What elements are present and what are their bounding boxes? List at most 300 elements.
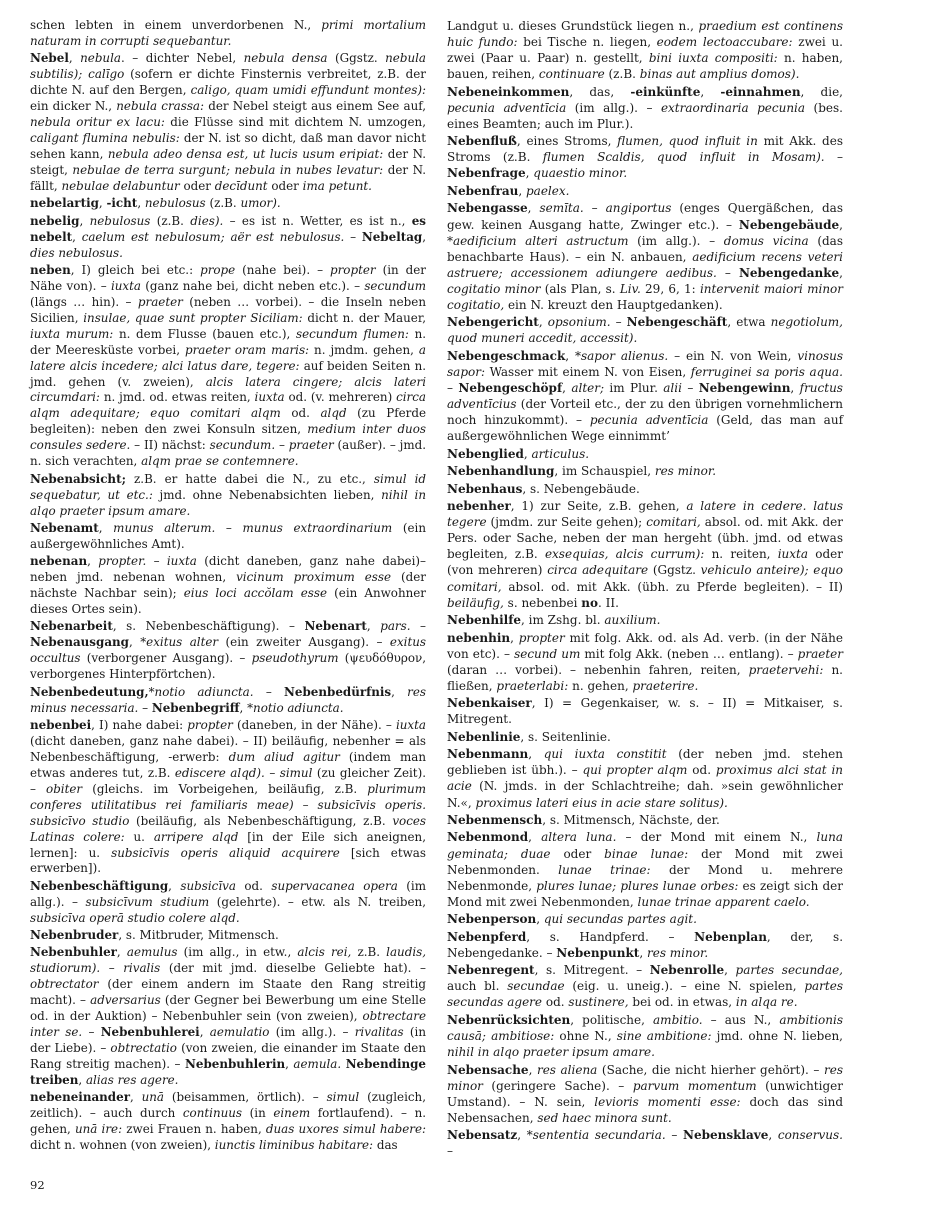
latin-phrase: a latere in cedere. latus tegere: [447, 499, 843, 530]
entry-text: absol. od. mit Akk. der Pers. oder Sache, neben der man hergeht (übh. jmd. od etwas begleiten, z.B.: [447, 515, 843, 562]
headword: nebenan: [30, 554, 88, 569]
entry-text: –: [138, 700, 152, 715]
latin-phrase: ambitionis causā; ambitiose:: [447, 1012, 843, 1043]
entry-text: (im allg., in etw.,: [177, 945, 298, 960]
entry-text: ,: [78, 1073, 86, 1088]
dictionary-entry: [447, 348, 843, 444]
entry-text: n. haben, bauen, reihen,: [447, 51, 843, 82]
latin-phrase: sustinere,: [568, 995, 629, 1010]
entry-text: (dicht daneben, ganz nahe dabei). – II) beiläufig, nebenher = als Nebenbeschäftigung, -erwerb:: [30, 733, 426, 764]
entry-text: . II.: [597, 595, 619, 610]
entry-text: ,: [700, 84, 721, 99]
latin-phrase: dum aliud agitur: [228, 749, 340, 764]
latin-phrase: rivalitas: [354, 1025, 404, 1040]
entry-text: (ein zweiter Ausgang). –: [218, 635, 390, 650]
entry-text: (im allg.). –: [628, 233, 724, 248]
entry-text: od.: [687, 763, 716, 778]
entry-text: , eines Stroms,: [516, 134, 618, 149]
entry-text: bei Tische n. liegen,: [517, 35, 657, 50]
entry-text: – es ist n. Wetter, es ist n.,: [223, 213, 412, 228]
latin-phrase: qui secundas partes agit.: [543, 912, 697, 927]
entry-text: . – dichter Nebel,: [120, 51, 244, 66]
latin-phrase: plurimum conferes utilitatibus rei familiaris meae) – subsicīvis operis. subsicīvo studio: [30, 781, 426, 828]
latin-phrase: rivalis: [123, 961, 161, 976]
headword: -einkünfte: [630, 84, 701, 99]
dictionary-entry: [447, 829, 843, 909]
latin-phrase: res aliena: [536, 1062, 598, 1077]
dictionary-entry: [447, 1012, 843, 1060]
headword: Nebenarbeit: [30, 619, 113, 634]
latin-phrase: propter: [330, 262, 376, 277]
headword: Nebenbuhler: [30, 945, 117, 960]
dictionary-entry: [447, 630, 843, 694]
dictionary-entry: [30, 51, 426, 195]
latin-phrase: levioris momenti esse:: [594, 1094, 741, 1109]
entry-text: Landgut u. dieses Grundstück liegen n.,: [447, 19, 699, 33]
entry-text: oder: [267, 178, 303, 193]
latin-phrase: extraordinaria pecunia: [660, 100, 806, 115]
dictionary-entry: [447, 1062, 843, 1126]
entry-text: ,: [527, 201, 540, 216]
headword: Nebenmond: [447, 830, 529, 845]
entry-text: –: [264, 765, 280, 780]
entry-text: (zu Pferde begleiten): neben den zwei Konsuln sitzen,: [30, 406, 426, 437]
entry-text: 29, 6, 1:: [640, 281, 700, 296]
latin-phrase: secundum: [364, 278, 426, 293]
latin-phrase: alii: [663, 381, 682, 396]
entry-text: – der Mond mit einem N.,: [616, 830, 817, 845]
dictionary-entry: [30, 554, 426, 618]
latin-phrase: medium inter duos consules sedere.: [30, 422, 426, 453]
latin-phrase: partes secundas agere: [447, 979, 843, 1010]
latin-phrase: ferruginei sa poris aqua.: [690, 364, 843, 379]
entry-text: (als Plan, s.: [540, 281, 620, 296]
entry-text: , die,: [800, 84, 843, 99]
latin-phrase: aemulatio: [209, 1025, 270, 1040]
entry-text: (z.B.: [604, 67, 640, 82]
latin-phrase: comitari,: [646, 515, 701, 530]
entry-text: ,: [98, 196, 107, 211]
latin-phrase: paelex.: [525, 183, 570, 198]
entry-text: der N. ist so dicht, daß man davor nicht sehen kann,: [30, 131, 426, 162]
entry-text: –: [82, 1025, 101, 1040]
entry-text: ,: [768, 1128, 778, 1143]
dictionary-entry: [447, 911, 843, 927]
entry-text: ohne N.,: [554, 1028, 617, 1043]
dictionary-entry: [447, 498, 843, 611]
headword: Nebenmensch: [447, 813, 543, 827]
entry-text: mit folg Akk. (neben … entlang). –: [580, 646, 798, 661]
entry-text: n. gehen,: [568, 678, 633, 693]
latin-phrase: iuxta: [395, 717, 426, 732]
entry-text: n. jmd. od. etwas reiten,: [99, 390, 255, 405]
entry-text: , I) nahe dabei:: [91, 717, 188, 732]
latin-phrase: nebulae de terra surgunt; nebula in nubes levatur:: [72, 162, 384, 177]
entry-text: der Mond u. mehrere Nebenmonde,: [447, 862, 843, 893]
dictionary-entry: [30, 263, 426, 470]
entry-text: , im Schauspiel,: [554, 464, 655, 479]
latin-phrase: ediscere alqd).: [174, 765, 265, 780]
entry-text: [in der Eile sich aneignen, lernen]: u.: [30, 829, 426, 860]
latin-phrase: nebulosus: [89, 213, 151, 228]
entry-text: , I) gleich bei etc.:: [70, 262, 201, 277]
entry-text: (im allg.). –: [566, 100, 661, 115]
entry-text: (der Vorteil etc., der zu den übrigen vornehmlichern noch hinzukommt). –: [447, 397, 843, 428]
entry-text: auch bl.: [447, 979, 508, 994]
dictionary-entry: [447, 962, 843, 1010]
entry-text: ,: [562, 381, 572, 396]
dictionary-entry: [30, 196, 426, 212]
page-number: 92: [30, 1178, 45, 1192]
entry-text: ,: [724, 963, 736, 978]
latin-phrase: caligo, quam umidi effundunt montes):: [190, 83, 426, 98]
dictionary-entry: [447, 84, 843, 132]
latin-phrase: in alqa re.: [735, 995, 798, 1010]
entry-text: , das,: [569, 84, 631, 99]
latin-phrase: alcis rei,: [297, 945, 352, 960]
entry-text: z.B. er hatte dabei die N., zu etc.,: [125, 471, 374, 486]
latin-phrase: obiter: [46, 781, 83, 796]
entry-text: (ein außergewöhnliches Amt).: [30, 520, 426, 551]
entry-text: ein dicker N.,: [30, 99, 117, 114]
latin-phrase: auxilium.: [604, 613, 661, 628]
latin-phrase: vinosus sapor:: [447, 348, 843, 379]
dictionary-entry: [447, 695, 843, 727]
entry-text: (bes. eines Beamten; auch im Plur.).: [447, 100, 843, 131]
latin-phrase: lunae trinae apparent caelo.: [637, 894, 810, 909]
latin-phrase: subsicīva: [180, 878, 236, 893]
dictionary-entry: [30, 718, 426, 878]
latin-phrase: circa adequitare: [547, 563, 649, 578]
entry-text: ,: [87, 554, 99, 569]
headword: Nebenpunkt: [556, 945, 640, 960]
entry-text: (neben … vorbei). – die Inseln neben Sicilien,: [30, 294, 426, 325]
entry-text: (z.B.: [150, 213, 191, 228]
latin-phrase: a latere alcis incedere; alci latus dare, tegere:: [30, 342, 426, 373]
dictionary-entry: [447, 18, 843, 82]
entry-text: , I) = Gegenkaiser, w. s. – II) = Mitkaiser, s. Mitregent.: [447, 696, 843, 727]
entry-text: –: [610, 315, 627, 330]
entry-text: (jmdm. zur Seite gehen);: [486, 515, 647, 530]
entry-text: (Ggstz.: [648, 563, 701, 578]
headword: Nebenbuhlerin: [185, 1057, 286, 1072]
latin-phrase: primi mortalium naturam in corrupti sequebantur.: [30, 18, 427, 48]
latin-phrase: adversarius: [90, 993, 161, 1008]
latin-phrase: exsequias, alcis currum):: [544, 547, 705, 562]
latin-phrase: alqd: [320, 406, 347, 421]
latin-phrase: eodem lectoaccubare:: [656, 35, 793, 50]
headword: Nebenbedeutung,: [30, 684, 149, 699]
headword: Nebenkaiser: [447, 696, 532, 711]
headword: Nebenabsicht;: [30, 471, 126, 486]
dictionary-entry: [447, 612, 843, 628]
entry-text: (der Gegner bei Bewerbung um eine Stelle od. in der Auktion) – Nebenbuhler sein (von zweien),: [30, 993, 426, 1024]
entry-text: ,: [391, 684, 408, 699]
headword: Nebenhilfe: [447, 613, 521, 628]
entry-text: schen lebten in einem unverdorbenen N.,: [30, 18, 322, 32]
latin-phrase: secundum.: [209, 438, 276, 453]
latin-phrase: voces Latinas colere:: [30, 813, 426, 844]
latin-phrase: Liv.: [619, 281, 641, 296]
latin-phrase: quaestio minor.: [533, 166, 628, 181]
latin-phrase: obtrectare inter se.: [30, 1009, 426, 1040]
entry-text: (eig. u. uneig.). – eine N. spielen,: [564, 979, 805, 994]
headword: -einnahmen: [720, 84, 801, 99]
latin-phrase: ambitio.: [653, 1012, 703, 1027]
entry-text: (beisammen, örtlich). –: [164, 1090, 327, 1105]
dictionary-entry: [30, 18, 426, 50]
latin-phrase: bini iuxta compositi:: [648, 51, 778, 66]
latin-phrase: pecunia adventīcia: [589, 413, 709, 428]
entry-text: (Sache, die nicht hierher gehört). –: [597, 1062, 824, 1077]
entry-text: (in: [242, 1106, 274, 1121]
entry-text: ,: [137, 196, 145, 211]
latin-phrase: *sententia secundaria.: [526, 1128, 666, 1143]
entry-text: der Mond mit zwei Nebenmonden.: [447, 846, 843, 877]
latin-phrase: angiportus: [605, 201, 672, 216]
entry-text: (der mit jmd. dieselbe Geliebte hat). –: [160, 961, 426, 976]
entry-text: , etwa: [727, 315, 771, 330]
latin-phrase: luna geminata; duae: [447, 830, 843, 861]
latin-phrase: praedium est continens huic fundo:: [447, 19, 844, 50]
entry-text: ,: [528, 747, 544, 762]
dictionary-entry: [447, 746, 843, 810]
latin-phrase: subsicīvum studium: [85, 894, 210, 909]
entry-text: –: [344, 229, 362, 244]
dictionary-entry: [447, 481, 843, 497]
entry-text: (daneben, in der Nähe). –: [232, 717, 396, 732]
latin-phrase: prope: [200, 262, 236, 277]
entry-text: , politische,: [570, 1012, 654, 1027]
entry-text: (ψευδόθυρον, verborgenes Hinterpförtchen).: [30, 651, 426, 682]
latin-phrase: duas uxores simul habere:: [265, 1122, 427, 1137]
latin-phrase: res minor.: [646, 945, 709, 960]
headword: Nebenbegriff: [151, 700, 240, 715]
entry-text: (beiläufig, als Nebenbeschäftigung, z.B.: [129, 813, 393, 828]
entry-text: , 1) zur Seite, z.B. gehen,: [510, 499, 687, 514]
headword: Nebenbuhlerei: [100, 1025, 200, 1040]
latin-phrase: *exitus alter: [140, 635, 219, 650]
latin-phrase: iuxta murum:: [30, 326, 114, 341]
headword: Nebeltag: [361, 229, 423, 244]
latin-phrase: fructus adventīcius: [447, 381, 843, 412]
latin-phrase: munus extraordinarium: [242, 520, 393, 535]
latin-phrase: cogitatio minor: [447, 281, 541, 296]
latin-phrase: nebulosus: [144, 196, 206, 211]
dictionary-entry: [447, 183, 843, 199]
dictionary-entry: [447, 812, 843, 828]
latin-phrase: simul: [279, 765, 313, 780]
latin-phrase: alqm prae se contemnere.: [141, 454, 299, 469]
entry-text: oder: [550, 846, 605, 861]
right-column: [447, 18, 843, 1161]
entry-text: –: [447, 1144, 453, 1159]
entry-text: ,: [839, 265, 843, 280]
latin-phrase: plures lunae; plures lunae orbes:: [536, 878, 739, 893]
dictionary-entry: [30, 1090, 426, 1154]
latin-phrase: ima petunt.: [302, 178, 372, 193]
latin-phrase: vicinum proximum esse: [236, 570, 392, 585]
entry-text: (z.B.: [205, 196, 241, 211]
latin-phrase: flumen, quod influit in: [617, 134, 758, 149]
latin-phrase: nihil in alqo praeter ipsum amare.: [447, 1045, 655, 1060]
latin-phrase: vehiculo anteire); equo comitari,: [447, 563, 844, 594]
headword: Nebengewinn: [698, 381, 791, 396]
latin-phrase: nebula adeo densa est, ut lucis usum eripiat:: [107, 147, 384, 162]
dictionary-entry: [30, 619, 426, 683]
entry-text: fortlaufend). – n. gehen,: [30, 1106, 427, 1137]
latin-phrase: res minor.: [654, 464, 717, 479]
entry-text: ,: [79, 213, 90, 228]
headword: Nebenrolle: [649, 963, 725, 978]
latin-phrase: dies nebulosus.: [30, 245, 123, 260]
latin-phrase: obtrectator: [30, 977, 99, 992]
latin-phrase: qui iuxta constitit: [543, 747, 667, 762]
entry-text: (im allg.). –: [269, 1025, 355, 1040]
headword: Nebeneinkommen: [447, 84, 570, 99]
latin-phrase: praeter: [797, 646, 843, 661]
latin-phrase: nebula subtilis); calīgo: [30, 51, 426, 82]
entry-text: absol. od. mit Akk. (übh. zu Pferde begleiten). – II): [501, 579, 843, 594]
latin-phrase: praeter: [288, 438, 334, 453]
entry-text: ,: [839, 217, 843, 232]
entry-text: , s. Mitbruder, Mitmensch.: [118, 928, 279, 943]
latin-phrase: iunctis liminibus habitare:: [214, 1138, 374, 1153]
latin-phrase: caelum est nebulosum; aër est nebulosus.: [81, 229, 345, 244]
entry-text: ,: [523, 446, 532, 461]
latin-phrase: negotiolum, quod muneri accedit, accessit).: [447, 315, 843, 346]
entry-text: –: [410, 619, 426, 634]
entry-text: ,: [129, 1090, 142, 1105]
entry-text: (gleichs. im Vorbeigehen, beiläufig, z.B.: [82, 781, 368, 796]
headword: nebelartig: [30, 196, 99, 211]
headword: nebenbei: [30, 717, 92, 732]
entry-text: (längs … hin). –: [30, 294, 138, 309]
latin-phrase: iuxta: [777, 547, 809, 562]
entry-text: ,: [168, 878, 181, 893]
headword: nebenher: [447, 499, 511, 514]
entry-text: –: [716, 265, 739, 280]
latin-phrase: iuxta: [166, 554, 197, 569]
entry-text: , s. Nebenbeschäftigung). –: [112, 619, 305, 634]
latin-phrase: opsonium.: [547, 315, 611, 330]
dictionary-entry: [447, 314, 843, 346]
headword: Nebenpferd: [447, 929, 527, 944]
dictionary-entry: [30, 945, 426, 1089]
headword: Nebenrücksichten: [447, 1012, 571, 1027]
latin-phrase: articulus.: [531, 446, 590, 461]
headword: Nebenglied: [447, 446, 524, 461]
dictionary-entry: [447, 729, 843, 745]
entry-text: ,: [98, 520, 114, 535]
headword: Nebenperson: [447, 912, 537, 927]
latin-phrase: partes secundae,: [735, 963, 843, 978]
headword: Nebenplan: [694, 929, 767, 944]
entry-text: –: [215, 520, 243, 535]
entry-text: –: [583, 201, 606, 216]
latin-phrase: decīdunt: [214, 178, 268, 193]
entry-text: (von zweien, die einander im Staate den Rang streitig machen). –: [30, 1041, 426, 1072]
entry-text: n. der Meeresküste vorbei,: [30, 326, 427, 357]
entry-text: , s. Handpferd. –: [526, 929, 695, 944]
dictionary-entry: [447, 446, 843, 462]
entry-text: , der, s. Nebengedanke. –: [447, 929, 844, 960]
entry-text: ,: [536, 912, 544, 927]
latin-phrase: simul id sequebatur, ut etc.:: [30, 471, 427, 502]
entry-text: ,: [116, 945, 127, 960]
latin-phrase: nihil in alqo praeter ipsum amare.: [30, 487, 426, 518]
entry-text: (im allg.). –: [30, 878, 426, 909]
headword: Nebenausgang: [30, 635, 129, 650]
latin-phrase: praeter oram maris:: [184, 342, 310, 357]
entry-text: (N. jmds. in der Schlachtreihe; dah. »sein gewöhnlicher N.«,: [447, 779, 843, 810]
latin-phrase: einem: [273, 1106, 311, 1121]
entry-text: ,: [199, 1025, 210, 1040]
entry-text: doch das sind Nebensachen,: [447, 1094, 844, 1125]
latin-phrase: proximus lateri eius in acie stare solitus).: [475, 795, 728, 810]
latin-phrase: circa alqm adequitare; equo comitari alqm: [30, 390, 426, 421]
entry-text: ,: [517, 1128, 527, 1143]
entry-text: od. (v. mehreren): [284, 390, 397, 405]
headword: Nebengeschöpf: [458, 381, 563, 396]
latin-phrase: praeter: [137, 294, 183, 309]
latin-phrase: sed haec minora sunt.: [537, 1110, 672, 1125]
entry-text: , s. Mitregent. –: [534, 963, 650, 978]
entry-text: , im Zshg. bl.: [521, 613, 605, 628]
headword: Nebenregent: [447, 963, 535, 978]
latin-phrase: munus alterum.: [113, 520, 216, 535]
latin-phrase: iuxta: [110, 278, 141, 293]
entry-text: u.: [124, 829, 154, 844]
dictionary-entry: [30, 879, 426, 927]
headword: nebelig: [30, 213, 80, 228]
entry-text: – II) nächst:: [130, 438, 210, 453]
entry-text: (der einem andern im Staate den Rang streitig macht). –: [30, 977, 426, 1008]
latin-phrase: obtrectatio: [110, 1041, 177, 1056]
headword: Nebensklave: [682, 1128, 769, 1143]
dictionary-entry: [447, 200, 843, 313]
entry-text: dicht n. der Mauer,: [302, 310, 426, 325]
latin-phrase: unā: [141, 1090, 164, 1105]
entry-text: –: [146, 554, 167, 569]
latin-phrase: qui propter alqm: [582, 763, 688, 778]
entry-text: die Flüsse sind mit dichtem N. umzogen,: [164, 115, 426, 130]
latin-phrase: dies).: [190, 213, 224, 228]
dictionary-entry: [30, 521, 426, 553]
entry-text: (unwichtiger Umstand). – N. sein,: [447, 1078, 843, 1109]
headword: Nebenlinie: [447, 729, 521, 744]
entry-text: –: [665, 1128, 683, 1143]
latin-phrase: arripere alqd: [153, 829, 239, 844]
entry-text: –: [100, 961, 124, 976]
headword: Nebenmann: [447, 747, 529, 762]
latin-phrase: supervacanea opera: [271, 878, 398, 893]
latin-phrase: flumen Scaldis, quod influit in Mosam).: [542, 150, 825, 165]
dictionary-entry: [447, 1127, 843, 1159]
entry-text: ,: [525, 166, 534, 181]
latin-phrase: nebula oritur ex lacu:: [30, 115, 165, 130]
entry-text: jmd. ohne Nebenabsichten lieben,: [152, 487, 382, 502]
headword: Nebenbruder: [30, 928, 119, 943]
latin-phrase: nebula densa: [243, 51, 328, 66]
latin-phrase: alias res agere.: [85, 1073, 179, 1088]
latin-phrase: propter: [518, 630, 565, 645]
dictionary-entry: [447, 133, 843, 181]
left-column: [30, 18, 426, 1156]
headword: Nebengasse: [447, 201, 528, 216]
entry-text: (der neben jmd. stehen geblieben ist übh.). –: [447, 747, 843, 778]
headword: Nebenart: [304, 619, 367, 634]
